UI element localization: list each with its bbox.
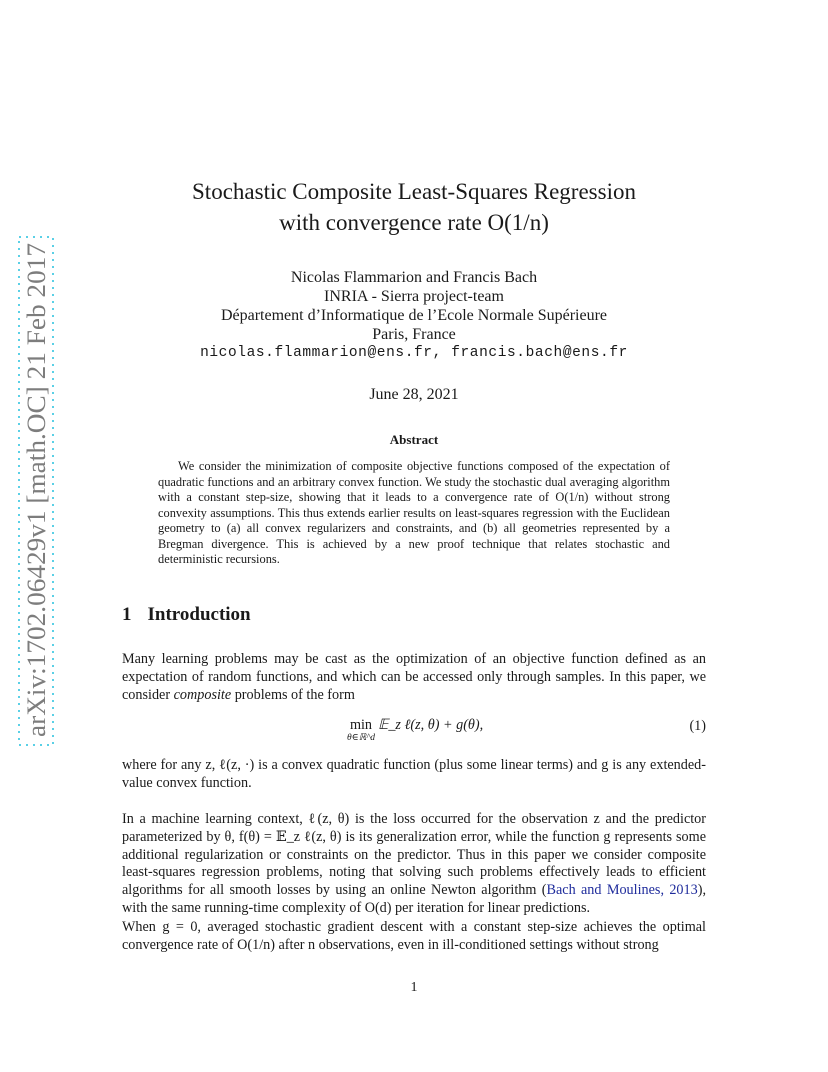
- min-operator: [347, 718, 375, 743]
- intro-paragraph-4: When g = 0, averaged stochastic gradient descent with a constant step-size achieves the optimal convergence rate of O(1/n) after n observations, even in ill-conditioned settings without strong: [122, 919, 706, 953]
- paragraph-1-text-a: Many learning problems may be cast as the optimization of an objective function defined as an expectation of random functions, and which can be accessed only through samples. In this paper, we consider: [122, 651, 706, 703]
- page-number: 1: [410, 980, 418, 995]
- abstract-heading: Abstract: [389, 432, 439, 447]
- intro-paragraph-3: [122, 811, 706, 918]
- equation-body: [347, 718, 483, 743]
- abstract-text: We consider the minimization of composite objective functions composed of the expectation of quadratic functions and an arbitrary convex function. We study the stochastic dual averaging algorithm with a constant step-size, showing that it leads to a convergence rate of O(1/n) without strong convexity assumptions. This thus extends earlier results on least-squares regression with the Euclidean geometry to (a) all convex regularizers and constraints, and (b) all geometries represented by a Bregman divergence. This is achieved by a new proof technique that relates stochastic and deterministic recursions.: [158, 459, 670, 566]
- equation-expression: 𝔼_z ℓ(z, θ) + g(θ),: [377, 717, 484, 733]
- paragraph-3-text-b: ), with the same running-time complexity of O(d) per iteration for linear predictions.: [122, 882, 706, 916]
- paper-date: June 28, 2021: [369, 386, 459, 403]
- author-block: [0, 268, 828, 363]
- paragraph-1-text-b: problems of the form: [231, 686, 355, 703]
- min-subscript: θ∈ℝ^d: [347, 733, 375, 743]
- author-names: Nicolas Flammarion and Francis Bach: [290, 269, 538, 286]
- intro-paragraph-1: [122, 651, 706, 704]
- title-line-1: Stochastic Composite Least-Squares Regression: [192, 179, 636, 204]
- paper-title: [0, 176, 828, 238]
- paragraph-3-text-a: In a machine learning context, ℓ(z, θ) is the loss occurred for the observation z and the predictor parameterized by θ, f(θ) = 𝔼_z ℓ(z, θ) is its generalization error, while the function g represents some additional regularization or constraints on the predictor. Thus in this paper we consider composite least-squares regression problems, noting that solving such problems effectively leads to efficient algorithms for all smooth losses by using an online Newton algorithm (: [122, 811, 706, 899]
- author-city: Paris, France: [372, 326, 456, 343]
- author-team: INRIA - Sierra project-team: [324, 288, 504, 305]
- paragraph-1-emphasis: composite: [173, 686, 232, 703]
- section-title: Introduction: [147, 604, 251, 625]
- min-label: min: [349, 717, 373, 733]
- section-number: 1: [122, 604, 132, 625]
- citation-link[interactable]: Bach and Moulines, 2013: [546, 882, 698, 899]
- intro-paragraph-2: where for any z, ℓ(z, ·) is a convex quadratic function (plus some linear terms) and g is any extended-value convex function.: [122, 757, 706, 791]
- arxiv-identifier: arXiv:1702.06429v1 [math.OC] 21 Feb 2017: [21, 257, 51, 737]
- equation-1: [122, 718, 706, 748]
- section-heading: [122, 604, 251, 626]
- author-department: Département d’Informatique de l’Ecole Normale Supérieure: [220, 307, 608, 324]
- title-line-2: with convergence rate O(1/n): [279, 210, 549, 235]
- author-emails: nicolas.flammarion@ens.fr, francis.bach@ens.fr: [200, 345, 628, 361]
- equation-number: (1): [689, 718, 706, 734]
